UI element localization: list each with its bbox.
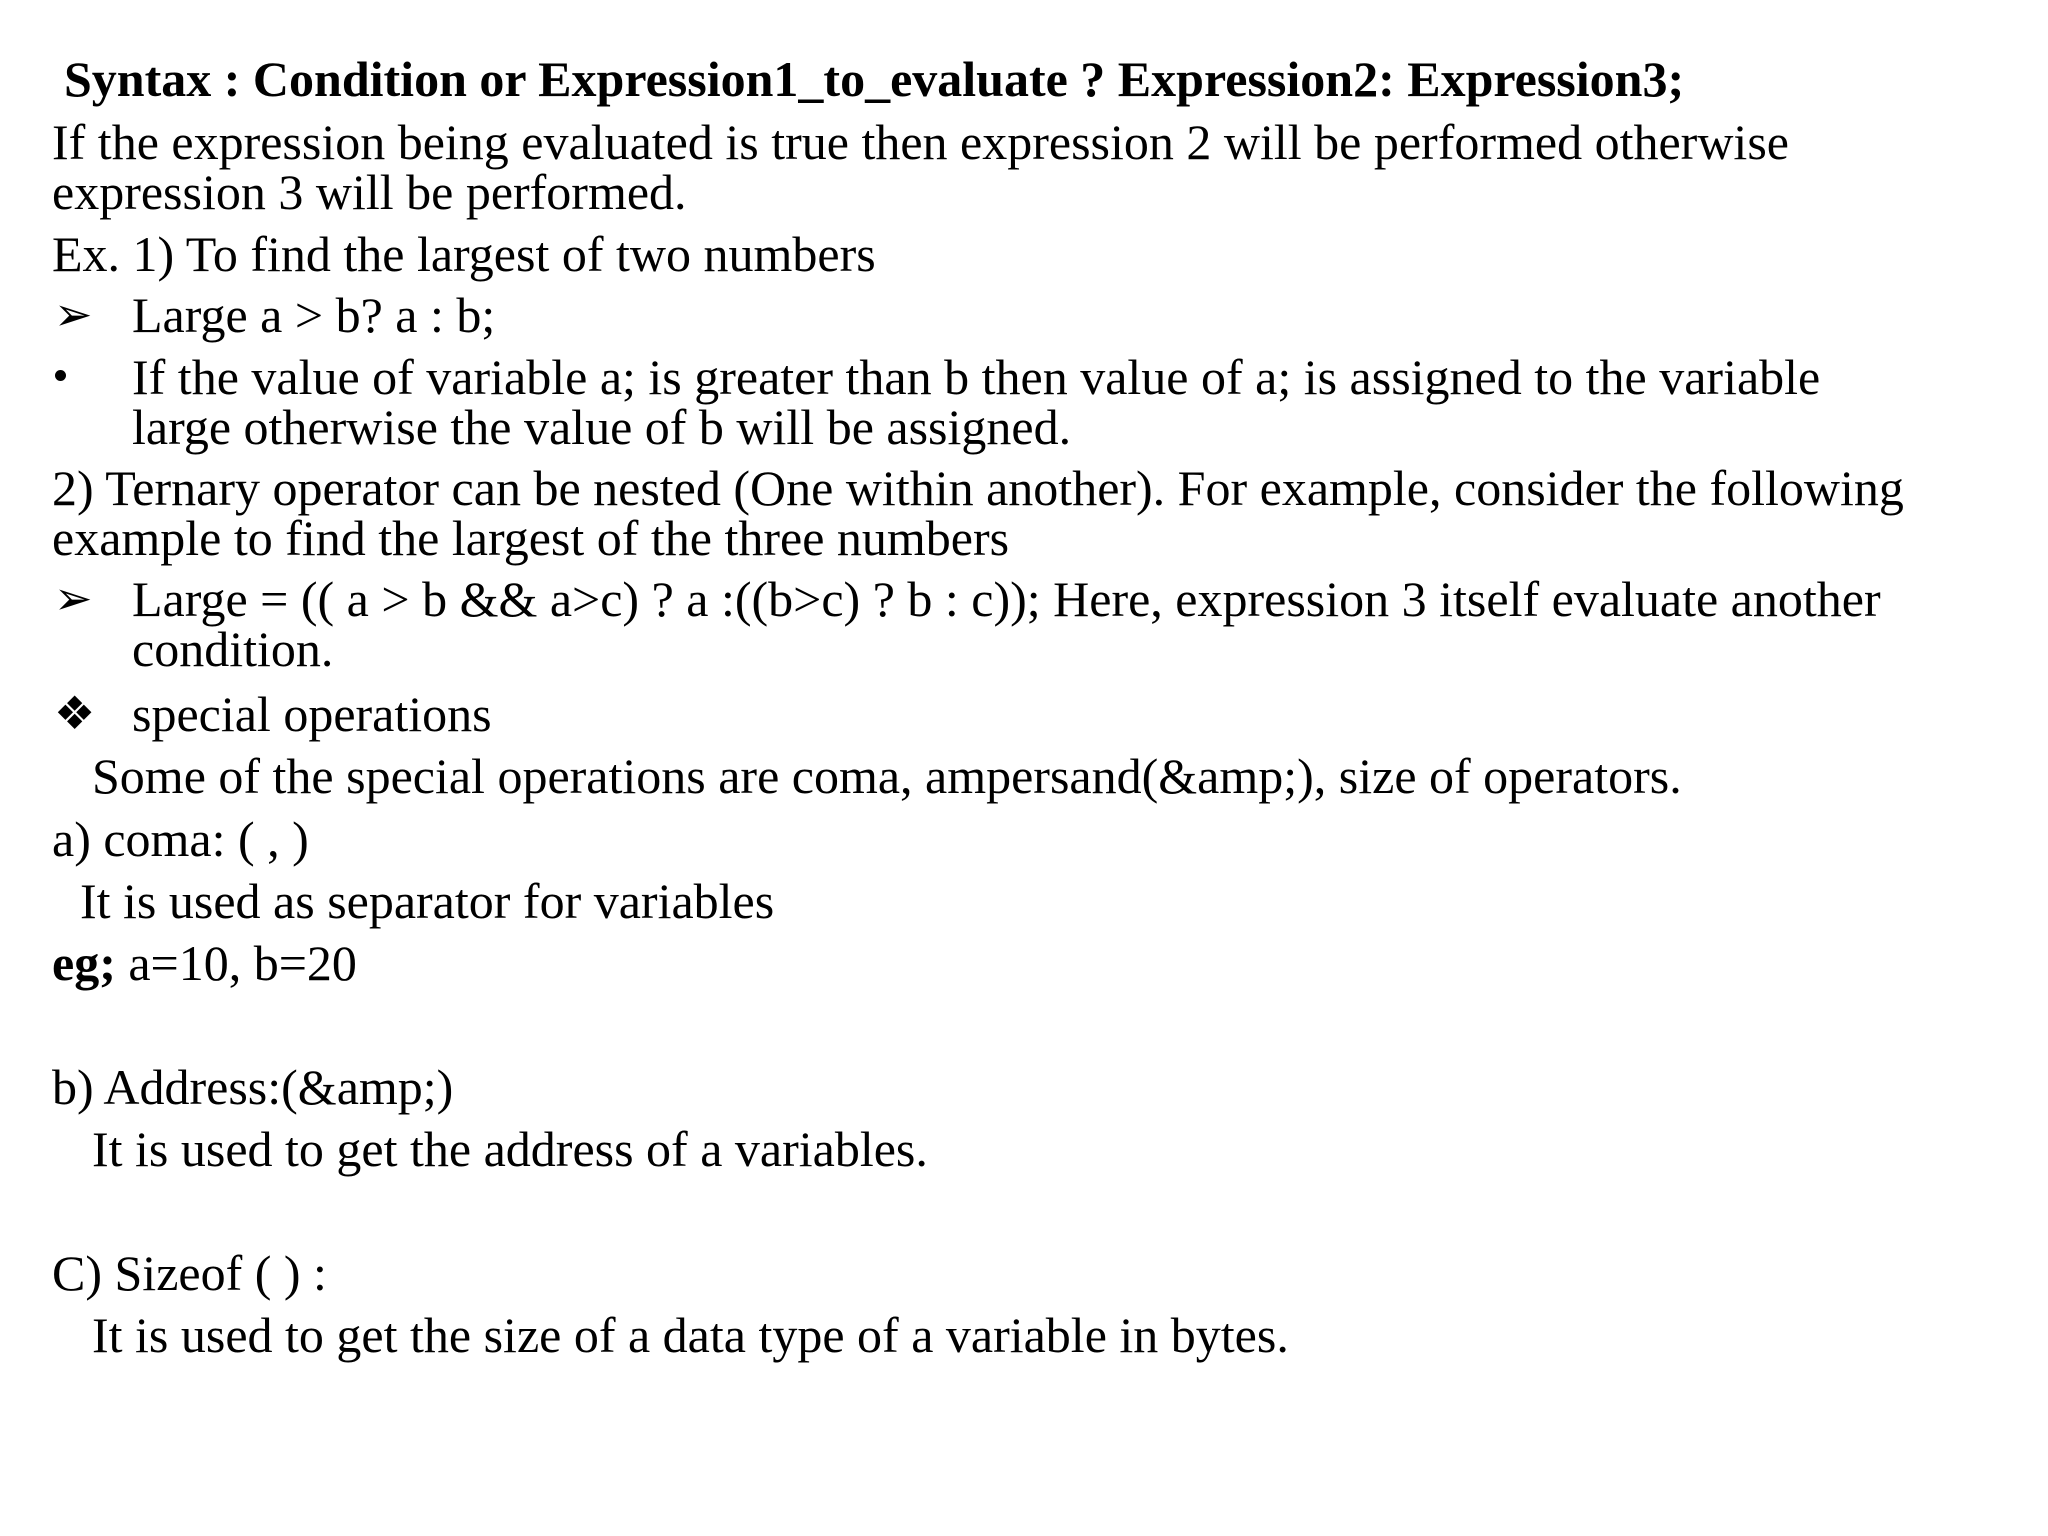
arrowhead-bullet-icon: ➢ xyxy=(54,573,93,624)
ex1-desc-line-2: large otherwise the value of b will be assigned. xyxy=(132,399,1072,455)
coma-example xyxy=(52,935,357,991)
address-heading: b) Address:(&amp;) xyxy=(52,1059,454,1115)
address-desc: It is used to get the address of a variables. xyxy=(92,1121,928,1177)
diamond-bullet-icon: ❖ xyxy=(54,688,96,739)
sizeof-desc: It is used to get the size of a data type of a variable in bytes. xyxy=(92,1307,1289,1363)
ex2-heading-line-1: 2) Ternary operator can be nested (One within another). For example, consider the following xyxy=(52,460,1904,516)
bullet-dot-icon xyxy=(55,370,66,381)
eg-label: eg; xyxy=(52,935,116,991)
ex2-code-line-1: Large = (( a > b && a>c) ? a :((b>c) ? b : c)); Here, expression 3 itself evaluate another xyxy=(132,571,1881,627)
ex2-code-line-2: condition. xyxy=(132,621,334,677)
sizeof-heading: C) Sizeof ( ) : xyxy=(52,1245,327,1301)
arrowhead-bullet-icon: ➢ xyxy=(54,289,93,340)
explanation-line-2: expression 3 will be performed. xyxy=(52,164,687,220)
explanation-line-1: If the expression being evaluated is true then expression 2 will be performed otherwise xyxy=(52,114,1789,170)
ex1-code: Large a > b? a : b; xyxy=(132,287,496,343)
special-heading: special operations xyxy=(132,686,492,742)
syntax-line: Syntax : Condition or Expression1_to_evaluate ? Expression2: Expression3; xyxy=(64,51,1685,107)
special-intro: Some of the special operations are coma, ampersand(&amp;), size of operators. xyxy=(92,748,1682,804)
coma-desc: It is used as separator for variables xyxy=(80,873,775,929)
ex1-heading: Ex. 1) To find the largest of two numbers xyxy=(52,226,876,282)
ex2-heading-line-2: example to find the largest of the three numbers xyxy=(52,510,1010,566)
coma-heading: a) coma: ( , ) xyxy=(52,811,309,867)
eg-value: a=10, b=20 xyxy=(115,935,357,991)
ex1-desc-line-1: If the value of variable a; is greater than b then value of a; is assigned to the variable xyxy=(132,349,1821,405)
